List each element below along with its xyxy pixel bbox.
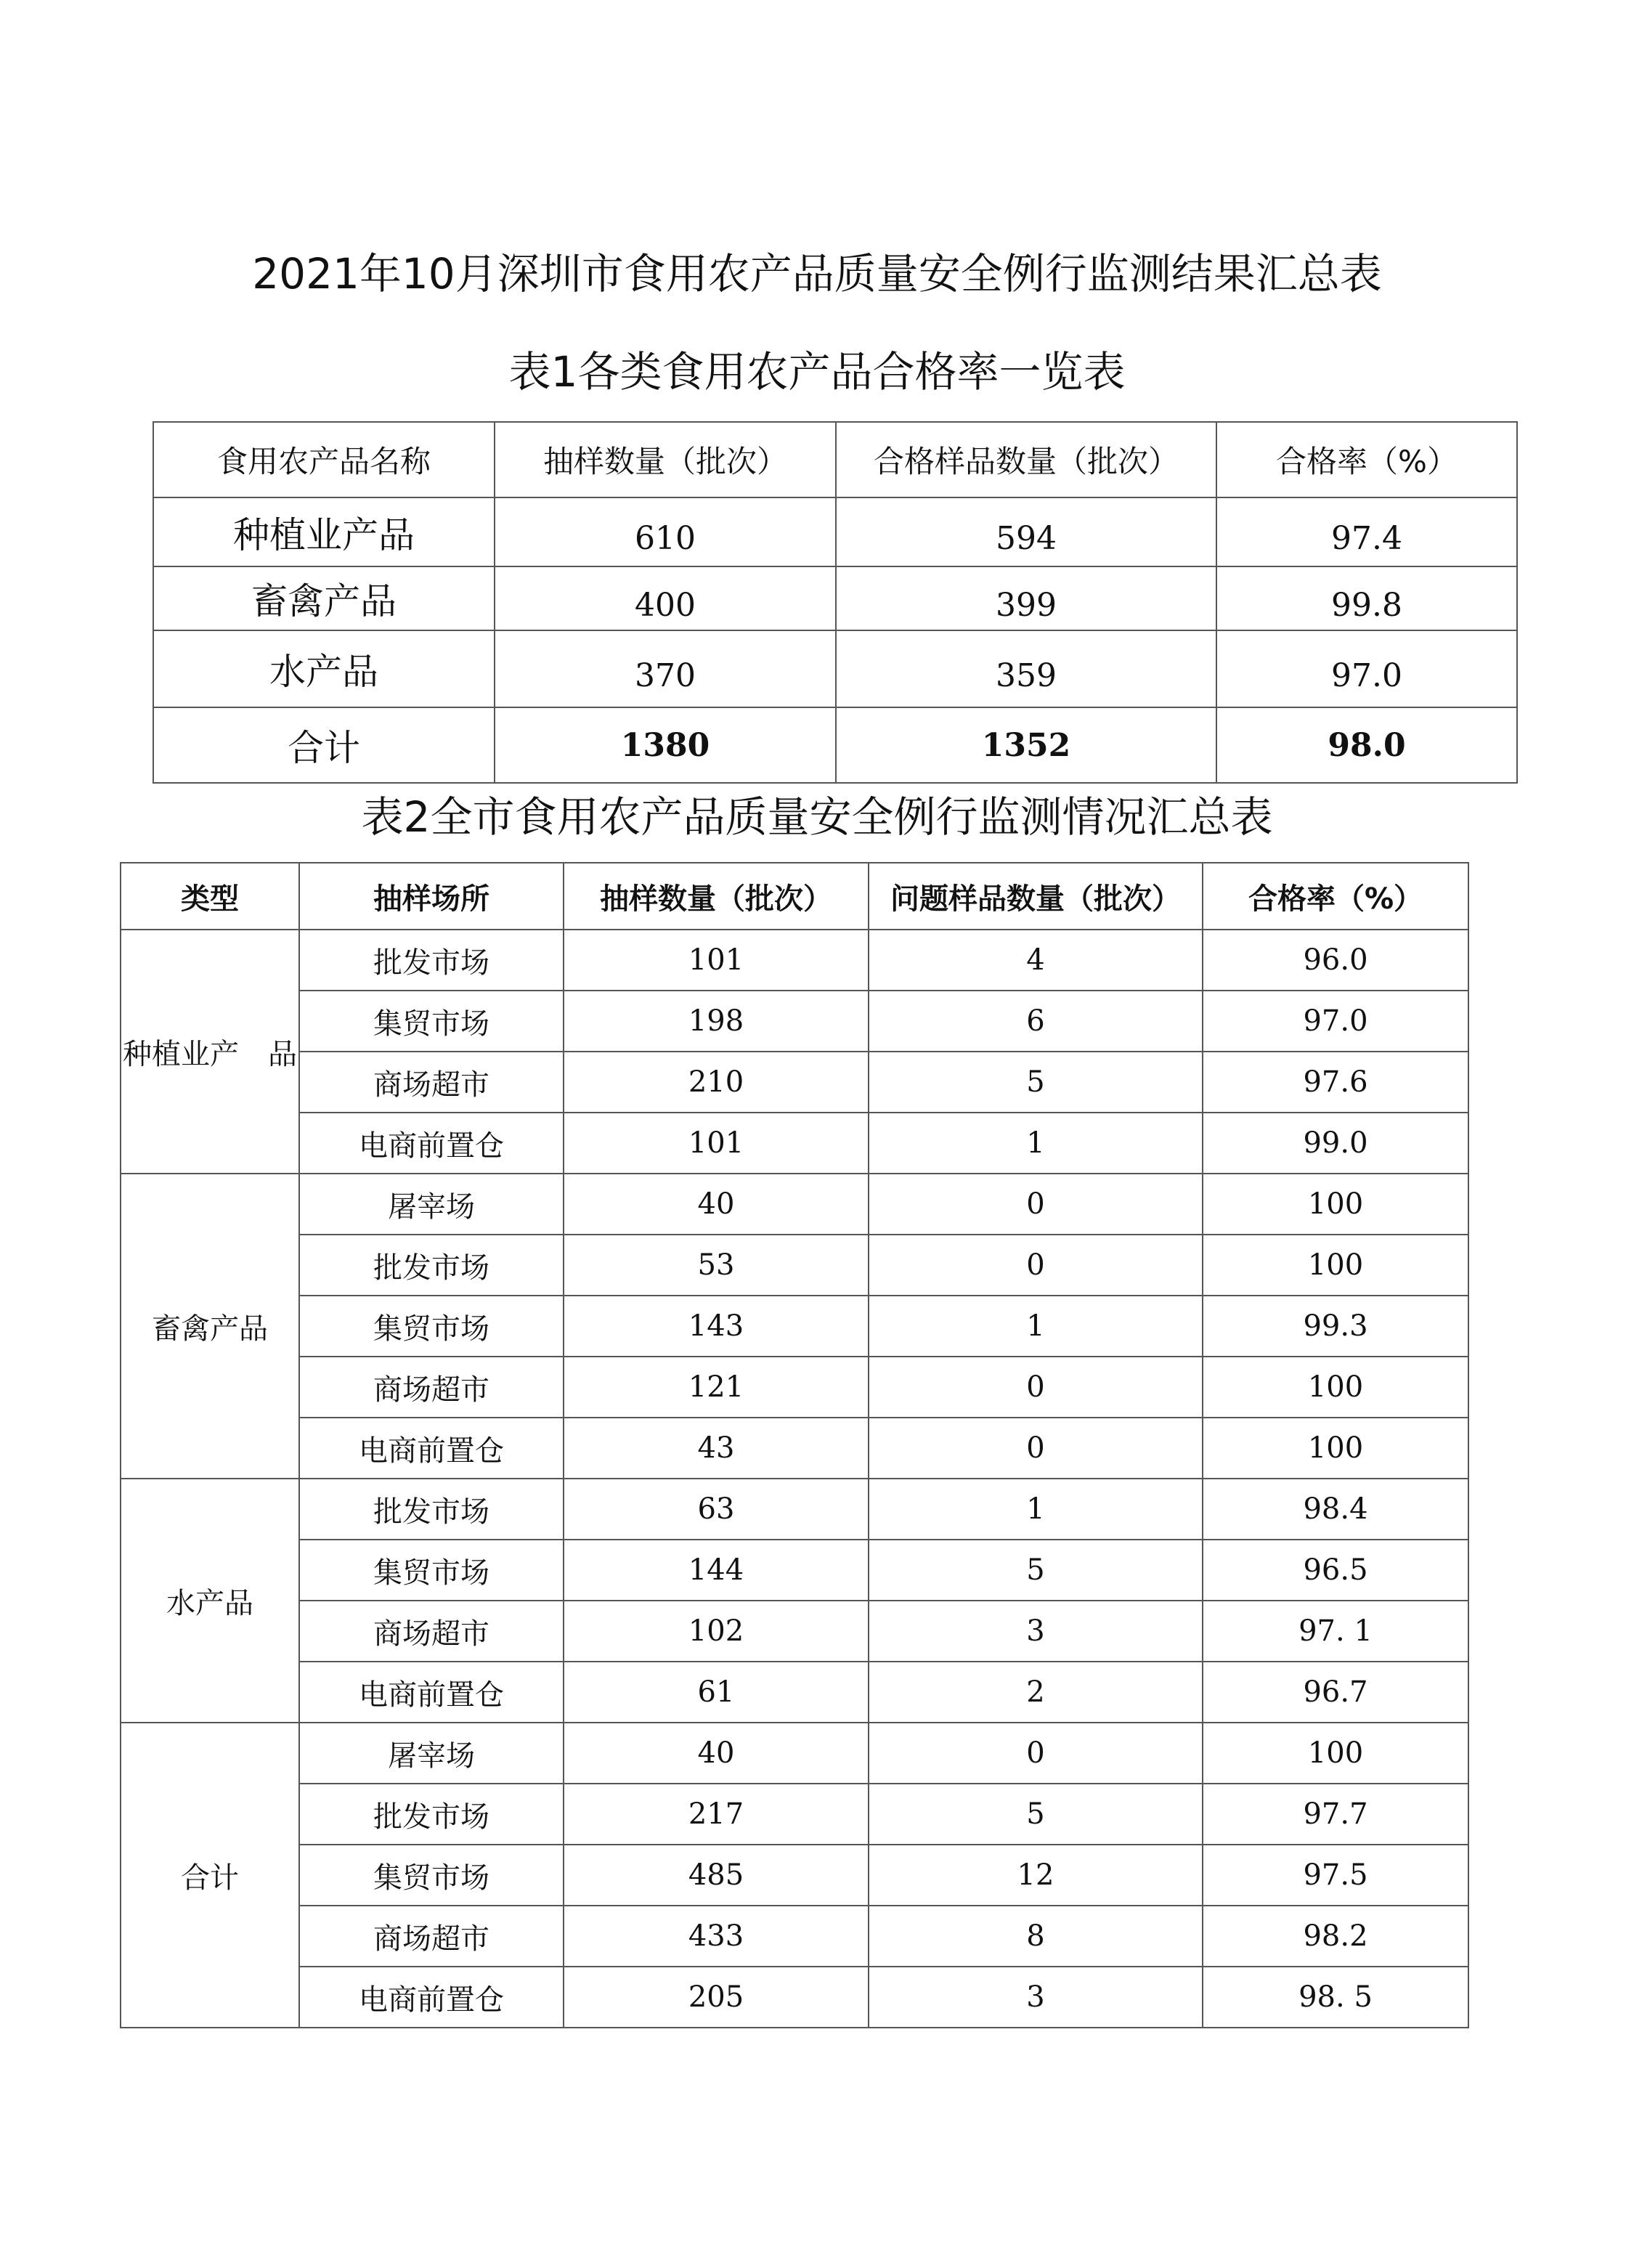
sampling-venue: 集贸市场 xyxy=(299,1296,564,1357)
sample-count: 101 xyxy=(564,930,869,991)
table1-header-row xyxy=(153,422,1517,497)
table-row xyxy=(153,630,1517,707)
sampling-venue: 集贸市场 xyxy=(299,991,564,1052)
sample-count: 101 xyxy=(564,1113,869,1174)
pass-rate: 100 xyxy=(1203,1723,1468,1784)
monitoring-summary-table xyxy=(120,862,1469,2028)
header-pass-rate: 合格率（%） xyxy=(1216,422,1517,497)
problem-count: 0 xyxy=(869,1174,1203,1235)
sampling-venue: 电商前置仓 xyxy=(299,1967,564,2028)
total-label: 合计 xyxy=(153,707,495,783)
sample-count: 433 xyxy=(564,1906,869,1967)
table-row xyxy=(121,1540,1468,1601)
pass-rate: 100 xyxy=(1203,1418,1468,1479)
sample-count: 400 xyxy=(495,566,836,630)
table-row xyxy=(121,1906,1468,1967)
problem-count: 8 xyxy=(869,1906,1203,1967)
sample-count: 63 xyxy=(564,1479,869,1540)
table-row xyxy=(121,1052,1468,1113)
sample-count: 53 xyxy=(564,1235,869,1296)
pass-rate: 96.0 xyxy=(1203,930,1468,991)
sampling-venue: 商场超市 xyxy=(299,1052,564,1113)
sample-count: 102 xyxy=(564,1601,869,1662)
table2-title: 表2全市食用农产品质量安全例行监测情况汇总表 xyxy=(361,792,1273,842)
table-row xyxy=(153,566,1517,630)
document-title: 2021年10月深圳市食用农产品质量安全例行监测结果汇总表 xyxy=(252,249,1382,298)
table-row xyxy=(121,1296,1468,1357)
pass-rate: 97.0 xyxy=(1216,630,1517,707)
sampling-venue: 批发市场 xyxy=(299,1784,564,1845)
sampling-venue: 商场超市 xyxy=(299,1357,564,1418)
problem-count: 0 xyxy=(869,1418,1203,1479)
table2-header-row xyxy=(121,863,1468,930)
problem-count: 5 xyxy=(869,1784,1203,1845)
product-name: 畜禽产品 xyxy=(153,566,495,630)
header-type: 类型 xyxy=(121,863,299,930)
table-row xyxy=(121,1601,1468,1662)
pass-rate: 97.6 xyxy=(1203,1052,1468,1113)
qualified-count: 359 xyxy=(836,630,1216,707)
pass-rate: 98.2 xyxy=(1203,1906,1468,1967)
pass-rate: 97. 1 xyxy=(1203,1601,1468,1662)
problem-count: 2 xyxy=(869,1662,1203,1723)
sample-count: 144 xyxy=(564,1540,869,1601)
sampling-venue: 批发市场 xyxy=(299,930,564,991)
problem-count: 3 xyxy=(869,1601,1203,1662)
sampling-venue: 批发市场 xyxy=(299,1235,564,1296)
sampling-venue: 电商前置仓 xyxy=(299,1113,564,1174)
table1-total-row xyxy=(153,707,1517,783)
problem-count: 1 xyxy=(869,1113,1203,1174)
sampling-venue: 电商前置仓 xyxy=(299,1662,564,1723)
pass-rate: 99.8 xyxy=(1216,566,1517,630)
sample-count: 210 xyxy=(564,1052,869,1113)
pass-rate: 99.3 xyxy=(1203,1296,1468,1357)
header-pass-rate: 合格率（%） xyxy=(1203,863,1468,930)
sampling-venue: 商场超市 xyxy=(299,1601,564,1662)
header-product-name: 食用农产品名称 xyxy=(153,422,495,497)
sampling-venue: 集贸市场 xyxy=(299,1845,564,1906)
sampling-venue: 电商前置仓 xyxy=(299,1418,564,1479)
table1-title: 表1各类食用农产品合格率一览表 xyxy=(508,347,1126,397)
table-row xyxy=(121,1662,1468,1723)
sample-count: 143 xyxy=(564,1296,869,1357)
pass-rate: 96.5 xyxy=(1203,1540,1468,1601)
sampling-venue: 批发市场 xyxy=(299,1479,564,1540)
table-row xyxy=(121,1357,1468,1418)
pass-rate: 97.4 xyxy=(1216,497,1517,566)
sample-count: 370 xyxy=(495,630,836,707)
header-sampling-venue: 抽样场所 xyxy=(299,863,564,930)
problem-count: 5 xyxy=(869,1052,1203,1113)
qualified-count: 399 xyxy=(836,566,1216,630)
table-row xyxy=(121,1113,1468,1174)
table-row xyxy=(121,930,1468,991)
sample-count: 485 xyxy=(564,1845,869,1906)
problem-count: 1 xyxy=(869,1296,1203,1357)
table-row xyxy=(121,1784,1468,1845)
table-row xyxy=(121,1723,1468,1784)
product-name: 水产品 xyxy=(153,630,495,707)
product-name: 种植业产品 xyxy=(153,497,495,566)
pass-rate: 98. 5 xyxy=(1203,1967,1468,2028)
pass-rate: 99.0 xyxy=(1203,1113,1468,1174)
problem-count: 6 xyxy=(869,991,1203,1052)
sample-count: 205 xyxy=(564,1967,869,2028)
header-qualified-count: 合格样品数量（批次） xyxy=(836,422,1216,497)
problem-count: 4 xyxy=(869,930,1203,991)
pass-rate: 100 xyxy=(1203,1235,1468,1296)
header-problem-count: 问题样品数量（批次） xyxy=(869,863,1203,930)
header-sample-count: 抽样数量（批次） xyxy=(564,863,869,930)
pass-rate: 97.0 xyxy=(1203,991,1468,1052)
problem-count: 1 xyxy=(869,1479,1203,1540)
problem-count: 0 xyxy=(869,1723,1203,1784)
category-cell: 种植业产 品 xyxy=(121,930,299,1174)
table-row xyxy=(121,1418,1468,1479)
pass-rate: 97.7 xyxy=(1203,1784,1468,1845)
qualified-count: 594 xyxy=(836,497,1216,566)
sampling-venue: 屠宰场 xyxy=(299,1723,564,1784)
sampling-venue: 屠宰场 xyxy=(299,1174,564,1235)
problem-count: 0 xyxy=(869,1235,1203,1296)
sampling-venue: 商场超市 xyxy=(299,1906,564,1967)
sampling-venue: 集贸市场 xyxy=(299,1540,564,1601)
total-qualified-count: 1352 xyxy=(836,707,1216,783)
pass-rate-table xyxy=(153,421,1518,784)
sample-count: 121 xyxy=(564,1357,869,1418)
pass-rate: 100 xyxy=(1203,1357,1468,1418)
table-row xyxy=(153,497,1517,566)
pass-rate: 97.5 xyxy=(1203,1845,1468,1906)
pass-rate: 100 xyxy=(1203,1174,1468,1235)
pass-rate: 98.4 xyxy=(1203,1479,1468,1540)
sample-count: 40 xyxy=(564,1723,869,1784)
table-row xyxy=(121,991,1468,1052)
header-sample-count: 抽样数量（批次） xyxy=(495,422,836,497)
table-row xyxy=(121,1174,1468,1235)
table-row xyxy=(121,1845,1468,1906)
total-sample-count: 1380 xyxy=(495,707,836,783)
sample-count: 43 xyxy=(564,1418,869,1479)
table-row xyxy=(121,1479,1468,1540)
table-row xyxy=(121,1235,1468,1296)
sample-count: 610 xyxy=(495,497,836,566)
problem-count: 0 xyxy=(869,1357,1203,1418)
problem-count: 5 xyxy=(869,1540,1203,1601)
sample-count: 217 xyxy=(564,1784,869,1845)
total-pass-rate: 98.0 xyxy=(1216,707,1517,783)
category-cell: 合计 xyxy=(121,1723,299,2028)
sample-count: 198 xyxy=(564,991,869,1052)
category-cell: 水产品 xyxy=(121,1479,299,1723)
sample-count: 61 xyxy=(564,1662,869,1723)
table-row xyxy=(121,1967,1468,2028)
sample-count: 40 xyxy=(564,1174,869,1235)
category-cell: 畜禽产品 xyxy=(121,1174,299,1479)
pass-rate: 96.7 xyxy=(1203,1662,1468,1723)
problem-count: 12 xyxy=(869,1845,1203,1906)
problem-count: 3 xyxy=(869,1967,1203,2028)
